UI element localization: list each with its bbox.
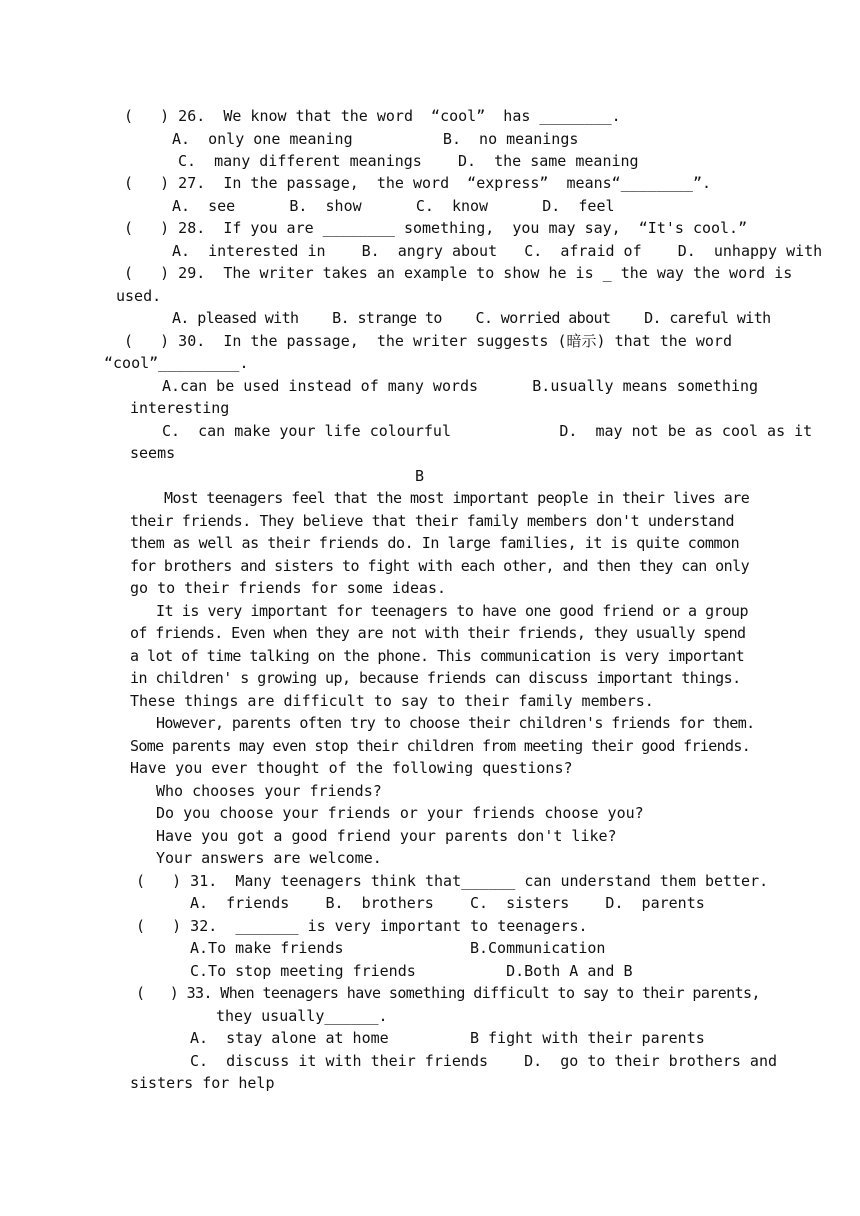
q30-options-ab: A.can be used instead of many words B.usually means something [162,377,759,395]
passage-line: Your answers are welcome. [156,849,382,867]
q31-options: A. friends B. brothers C. sisters D. parents [190,894,705,912]
question-31: ( ) 31. Many teenagers think that______ can understand them better. [136,872,769,890]
q26-options-ab: A. only one meaning B. no meanings [172,130,579,148]
q33-options-ab: A. stay alone at home B fight with their parents [190,1029,705,1047]
passage-question-line: Do you choose your friends or your friends choose you? [156,804,644,822]
question-29: ( ) 29. The writer takes an example to show he is _ the way the word is [124,264,793,282]
q28-options: A. interested in B. angry about C. afraid of D. unhappy with [172,242,823,260]
question-33-cont: they usually______. [216,1007,388,1025]
question-32: ( ) 32. _______ is very important to teenagers. [136,917,588,935]
question-33: ( ) 33. When teenagers have something difficult to say to their parents, [136,984,760,1002]
passage-line: It is very important for teenagers to have one good friend or a group [156,602,749,620]
passage-question-line: Who chooses your friends? [156,782,382,800]
question-27: ( ) 27. In the passage, the word “express” means“________”. [124,174,711,192]
section-heading-b: B [415,467,425,485]
passage-line: their friends. They believe that their family members don't understand [130,512,735,530]
passage-line: them as well as their friends do. In large families, it is quite common [130,534,740,552]
passage-line: for brothers and sisters to fight with each other, and then they can only [130,557,750,575]
question-26: ( ) 26. We know that the word “cool” has ________. [124,107,621,125]
passage-line: a lot of time talking on the phone. This communication is very important [130,647,745,665]
passage-line: However, parents often try to choose their children's friends for them. [156,714,755,732]
passage-line: in children' s growing up, because friends can discuss important things. [130,669,741,687]
q33-options-cd: C. discuss it with their friends D. go to their brothers and [190,1052,777,1070]
q30-options-cd: C. can make your life colourful D. may not be as cool as it [162,422,813,440]
q29-options: A. pleased with B. strange to C. worried about D. careful with [172,309,771,327]
passage-line: of friends. Even when they are not with their friends, they usually spend [130,624,746,642]
q26-options-cd: C. many different meanings D. the same meaning [178,152,639,170]
question-29-cont: used. [116,287,162,305]
question-28: ( ) 28. If you are ________ something, you may say, “It's cool.” [124,219,748,237]
passage-line: Have you ever thought of the following questions? [130,759,573,777]
q30-options-cd-cont: seems [130,444,176,462]
q27-options: A. see B. show C. know D. feel [172,197,615,215]
question-30: ( ) 30. In the passage, the writer suggests (暗示) that the word [124,332,732,350]
passage-line: These things are difficult to say to their family members. [130,692,654,710]
q32-options-ab: A.To make friends B.Communication [190,939,606,957]
passage-line: Some parents may even stop their children from meeting their good friends. [130,737,751,755]
passage-line: go to their friends for some ideas. [130,579,447,597]
passage-question-line: Have you got a good friend your parents don't like? [156,827,617,845]
q33-options-cd-cont: sisters for help [130,1074,275,1092]
q32-options-cd: C.To stop meeting friends D.Both A and B [190,962,633,980]
question-30-cont: “cool”_________. [104,354,249,372]
q30-options-ab-cont: interesting [130,399,230,417]
passage-line: Most teenagers feel that the most important people in their lives are [164,489,750,507]
